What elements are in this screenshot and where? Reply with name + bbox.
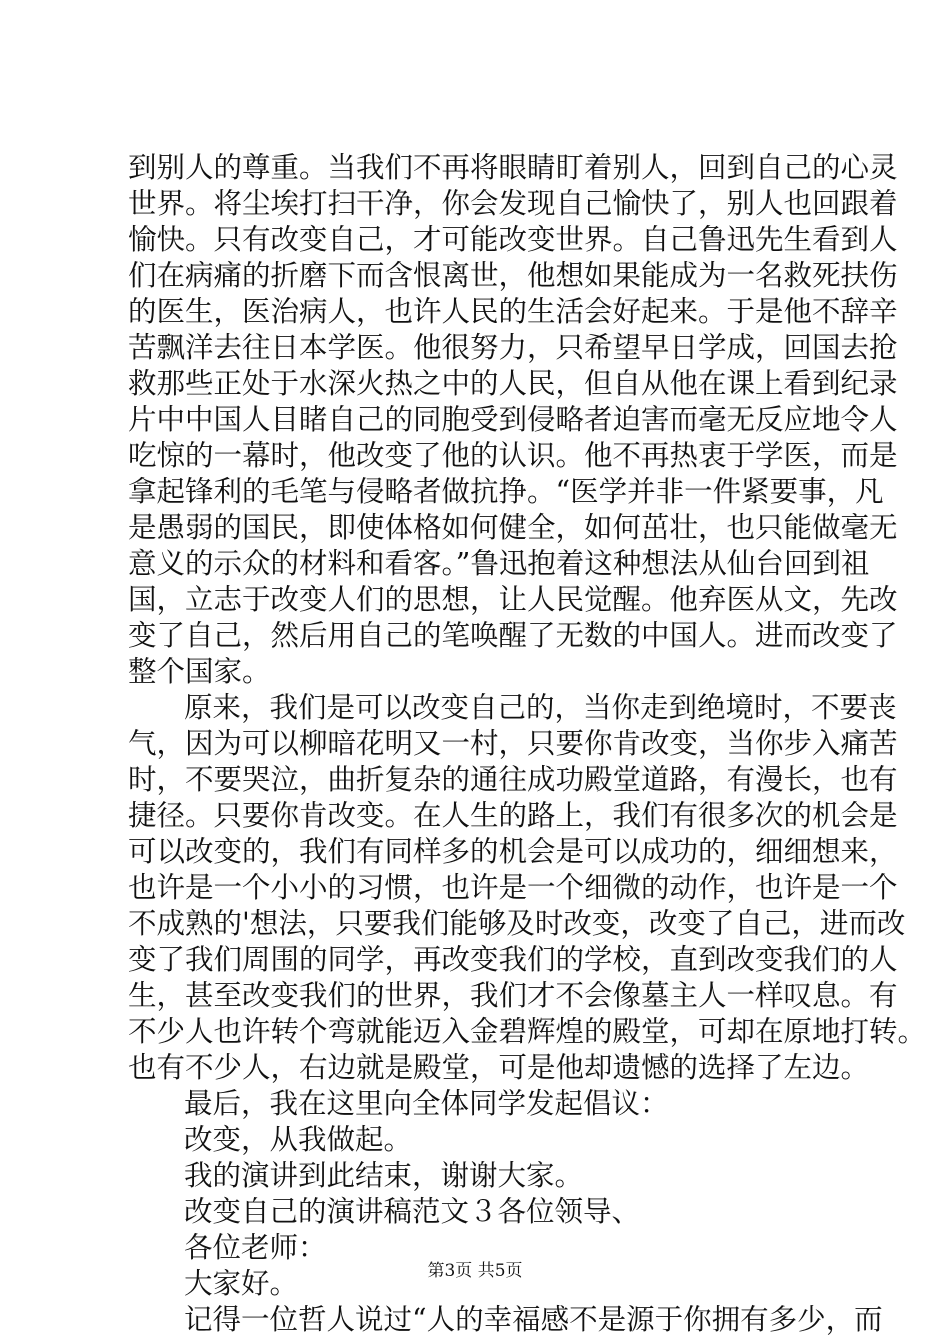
text-line: 变了我们周围的同学，再改变我们的学校，直到改变我们的人 xyxy=(128,943,898,976)
text-line: 生，甚至改变我们的世界，我们才不会像墓主人一样叹息。有 xyxy=(128,979,898,1012)
text-line: 也有不少人，右边就是殿堂，可是他却遗憾的选择了左边。 xyxy=(128,1051,870,1084)
text-line: 大家好。 xyxy=(184,1267,299,1300)
body-text xyxy=(128,150,927,1338)
text-line: 也许是一个小小的习惯，也许是一个细微的动作，也许是一个 xyxy=(128,871,898,904)
text-line: 国，立志于改变人们的思想，让人民觉醒。他弃医从文，先改 xyxy=(128,583,898,616)
text-line: 到别人的尊重。当我们不再将眼睛盯着别人，回到自己的心灵 xyxy=(128,151,898,184)
text-line: 世界。将尘埃打扫干净，你会发现自己愉快了，别人也回跟着 xyxy=(128,187,898,220)
text-line: 不少人也许转个弯就能迈入金碧辉煌的殿堂，可却在原地打转。 xyxy=(128,1015,927,1048)
text-line: 变了自己，然后用自己的笔唤醒了无数的中国人。进而改变了 xyxy=(128,619,898,652)
text-line: 拿起锋利的毛笔与侵略者做抗挣。“医学并非一件紧要事，凡 xyxy=(128,475,884,508)
text-line: 愉快。只有改变自己，才可能改变世界。自己鲁迅先生看到人 xyxy=(128,223,898,256)
text-line: 苦飘洋去往日本学医。他很努力，只希望早日学成，回国去抢 xyxy=(128,331,898,364)
text-line: 各位老师： xyxy=(184,1231,327,1264)
text-line: 吃惊的一幕时，他改变了他的认识。他不再热衷于学医，而是 xyxy=(128,439,898,472)
page-number: 第3页 共5页 xyxy=(427,1261,523,1281)
text-line: 最后，我在这里向全体同学发起倡议： xyxy=(184,1087,669,1120)
text-line: 可以改变的，我们有同样多的机会是可以成功的，细细想来， xyxy=(128,835,898,868)
text-line: 捷径。只要你肯改变。在人生的路上，我们有很多次的机会是 xyxy=(128,799,898,832)
text-line: 改变，从我做起。 xyxy=(184,1123,413,1156)
text-line: 意义的示众的材料和看客。”鲁迅抱着这种想法从仙台回到祖 xyxy=(128,547,870,580)
text-line: 时，不要哭泣，曲折复杂的通往成功殿堂道路，有漫长，也有 xyxy=(128,763,898,796)
text-line: 记得一位哲人说过“人的幸福感不是源于你拥有多少，而 xyxy=(184,1303,883,1336)
text-line: 我的演讲到此结束，谢谢大家。 xyxy=(184,1159,584,1192)
text-line: 救那些正处于水深火热之中的人民，但自从他在课上看到纪录 xyxy=(128,367,898,400)
text-line: 们在病痛的折磨下而含恨离世，他想如果能成为一名救死扶伤 xyxy=(128,259,898,292)
text-line: 是愚弱的国民，即使体格如何健全，如何茁壮，也只能做毫无 xyxy=(128,511,898,544)
text-line: 的医生，医治病人，也许人民的生活会好起来。于是他不辞辛 xyxy=(128,295,898,328)
text-line: 气，因为可以柳暗花明又一村，只要你肯改变，当你步入痛苦 xyxy=(128,727,898,760)
text-line: 整个国家。 xyxy=(128,655,271,688)
text-line: 改变自己的演讲稿范文３各位领导、 xyxy=(184,1195,641,1228)
text-line: 原来，我们是可以改变自己的，当你走到绝境时，不要丧 xyxy=(184,691,897,724)
text-line: 片中中国人目睹自己的同胞受到侵略者迫害而毫无反应地令人 xyxy=(128,403,898,436)
text-line: 不成熟的'想法，只要我们能够及时改变，改变了自己，进而改 xyxy=(128,907,906,940)
